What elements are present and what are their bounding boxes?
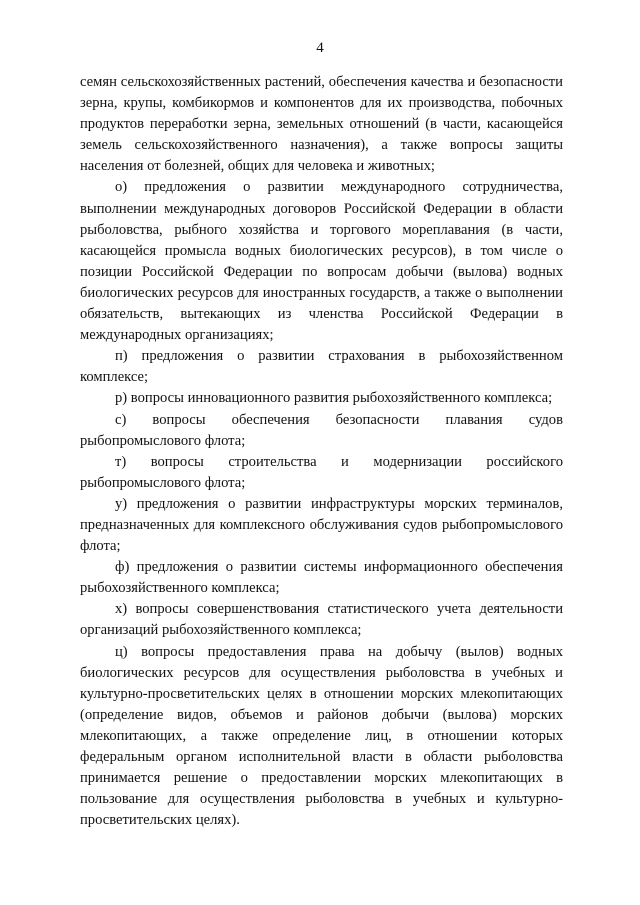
paragraph-item-u: у) предложения о развитии инфраструктуры морских терминалов, предназначенных для комплексного обслуживания судов рыбопромыслового флота; (80, 495, 563, 555)
document-body (80, 72, 563, 831)
paragraph-item-ts: ц) вопросы предоставления права на добычу (вылов) водных биологических ресурсов для осуществления рыболовства в учебных и культурно-просветительских целях в отношении морских млекопитающих (определение видов, объемов и районов добычи (вылова) морских млекопитающих, а также определение лиц, в отношении которых федеральным органом исполнительной власти в области рыболовства принимается решение о предоставлении морских млекопитающих в пользование для осуществления рыболовства в учебных и культурно-просветительских целях). (80, 643, 563, 829)
paragraph-item-r: р) вопросы инновационного развития рыбохозяйственного комплекса; (115, 390, 553, 407)
paragraph-item-h: х) вопросы совершенствования статистического учета деятельности организаций рыбохозяйственного комплекса; (80, 601, 563, 639)
paragraph-item-s: с) вопросы обеспечения безопасности плавания судов рыбопромыслового флота; (80, 411, 563, 449)
paragraph-continuation: семян сельскохозяйственных растений, обеспечения качества и безопасности зерна, крупы, комбикормов и компонентов для их производства, побочных продуктов переработки зерна, земельных отношений (в части, касающейся земель сельскохозяйственного назначения), а также вопросы защиты населения от болезней, общих для человека и животных; (80, 74, 563, 175)
paragraph-item-o: о) предложения о развитии международного сотрудничества, выполнении международных договоров Российской Федерации в области рыболовства, рыбного хозяйства и торгового мореплавания (в части, касающейся промысла водных биологических ресурсов), в том числе о позиции Российской Федерации по вопросам добычи (вылова) водных биологических ресурсов для иностранных государств, а также о выполнении обязательств, вытекающих из членства Российской Федерации в международных организациях; (80, 179, 563, 344)
paragraph-item-t: т) вопросы строительства и модернизации российского рыбопромыслового флота; (80, 453, 563, 491)
paragraph-item-f: ф) предложения о развитии системы информационного обеспечения рыбохозяйственного комплекса; (80, 559, 563, 597)
page-number: 4 (316, 40, 324, 56)
paragraph-item-p: п) предложения о развитии страхования в рыбохозяйственном комплексе; (80, 348, 563, 386)
